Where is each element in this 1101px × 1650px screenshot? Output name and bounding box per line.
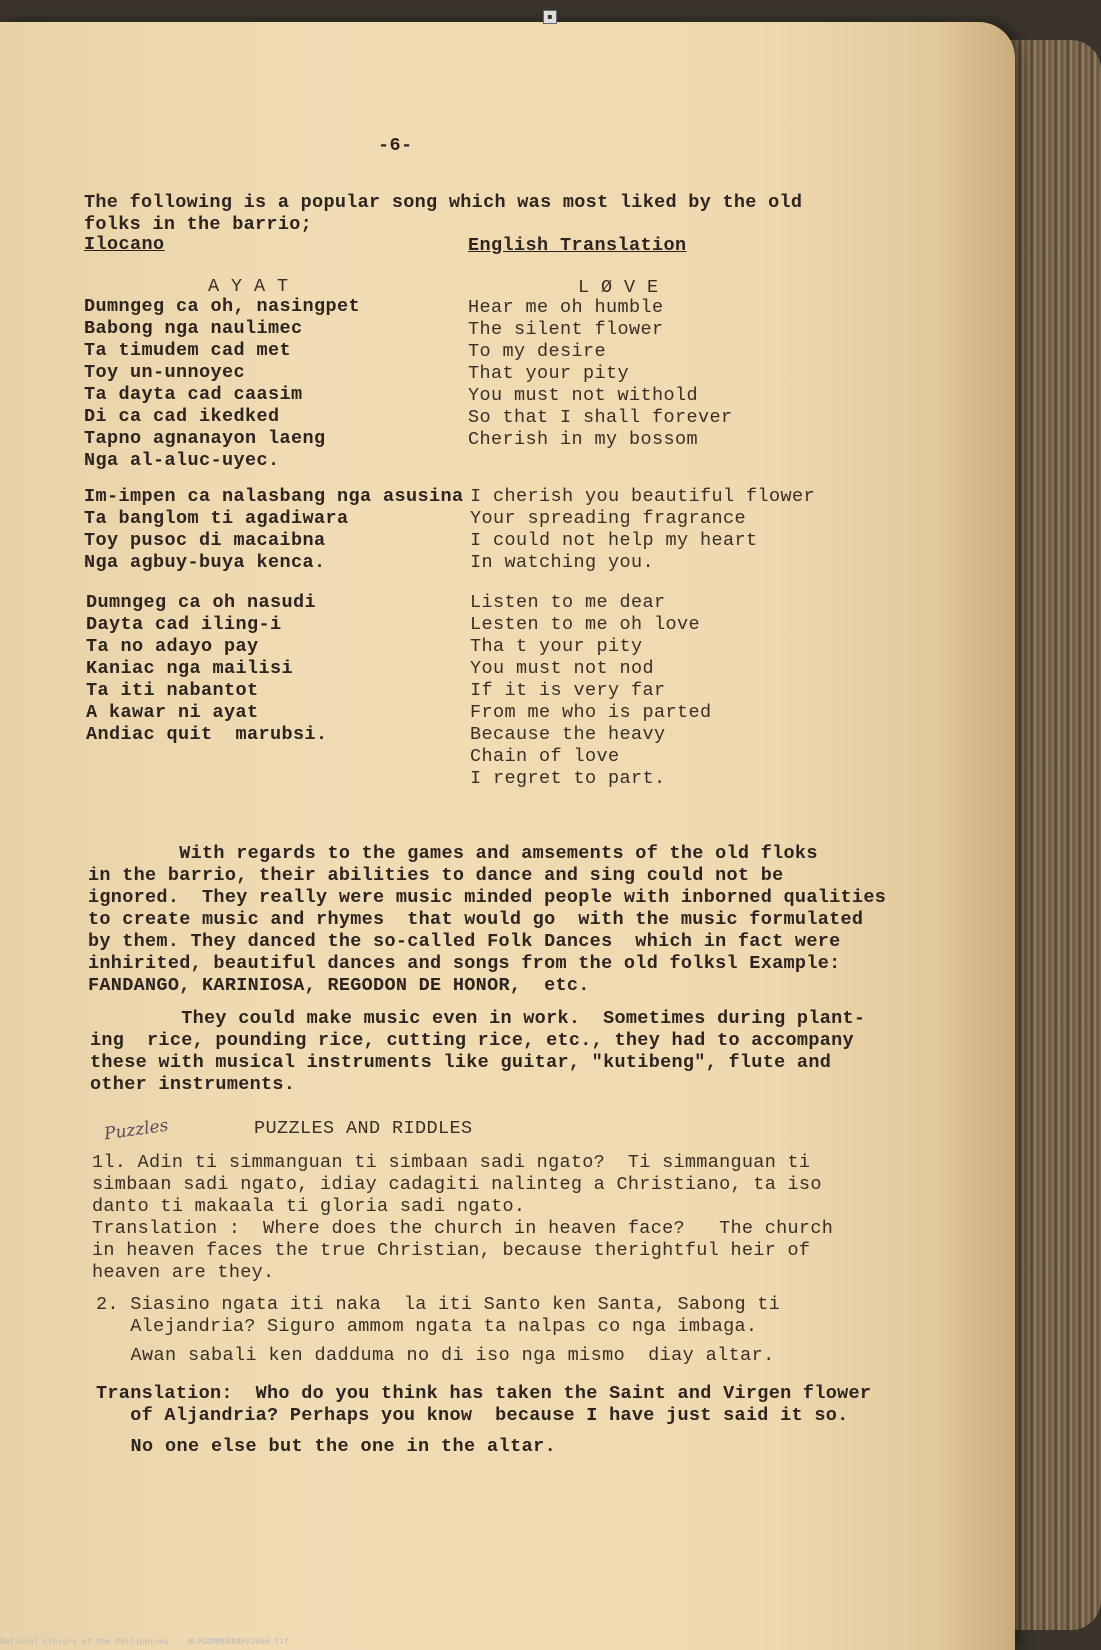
stanza3-ilocano bbox=[86, 592, 328, 746]
verse-line: In watching you. bbox=[470, 552, 655, 573]
paragraph-line: these with musical instruments like guitar, "kutibeng", flute and bbox=[90, 1052, 832, 1073]
verse-line: Tapno agnanayon laeng bbox=[84, 428, 326, 449]
riddle-2-translation-answer: No one else but the one in the altar. bbox=[96, 1436, 557, 1457]
games-paragraph bbox=[88, 843, 886, 997]
paragraph-line: With regards to the games and amsements of the old floks bbox=[88, 843, 818, 864]
verse-line: Your spreading fragrance bbox=[470, 508, 747, 529]
riddle-line: in heaven faces the true Christian, because therightful heir of bbox=[92, 1240, 811, 1261]
verse-line: Ta dayta cad caasim bbox=[84, 384, 303, 405]
verse-line: Because the heavy bbox=[470, 724, 666, 745]
verse-line: Hear me oh humble bbox=[468, 297, 664, 318]
ilocano-header: Ilocano bbox=[84, 234, 165, 255]
verse-line: Dumngeg ca oh nasudi bbox=[86, 592, 317, 613]
verse-line: Dayta cad iling-i bbox=[86, 614, 282, 635]
paragraph-line: ing rice, pounding rice, cutting rice, etc., they had to accompany bbox=[90, 1030, 854, 1051]
riddle-2-translation bbox=[96, 1383, 871, 1427]
intro-line: folks in the barrio; bbox=[84, 214, 313, 235]
song-title-ilocano: A Y A T bbox=[208, 276, 289, 297]
verse-line: So that I shall forever bbox=[468, 407, 733, 428]
stanza2-english bbox=[470, 486, 815, 574]
paragraph-line: FANDANGO, KARINIOSA, REGODON DE HONOR, etc. bbox=[88, 975, 590, 996]
verse-line: Nga al-aluc-uyec. bbox=[84, 450, 280, 471]
handwritten-note: Puzzles bbox=[102, 1115, 170, 1145]
verse-line: Di ca cad ikedked bbox=[84, 406, 280, 427]
page-number: -6- bbox=[378, 135, 413, 156]
work-music-paragraph bbox=[90, 1008, 865, 1096]
verse-line: I regret to part. bbox=[470, 768, 666, 789]
verse-line: Lesten to me oh love bbox=[470, 614, 701, 635]
verse-line: Babong nga naulimec bbox=[84, 318, 303, 339]
viewer-marker-icon: ▪ bbox=[543, 10, 557, 24]
paragraph-line: other instruments. bbox=[90, 1074, 296, 1095]
verse-line: A kawar ni ayat bbox=[86, 702, 259, 723]
riddle-line: 2. Siasino ngata iti naka la iti Santo ken Santa, Sabong ti bbox=[96, 1294, 781, 1315]
paragraph-line: by them. They danced the so-called Folk Dances which in fact were bbox=[88, 931, 841, 952]
song-title-english: L Ø V E bbox=[578, 277, 659, 298]
paragraph-line: in the barrio, their abilities to dance and sing could not be bbox=[88, 865, 784, 886]
verse-line: I cherish you beautiful flower bbox=[470, 486, 816, 507]
riddle-line: Translation : Where does the church in heaven face? The church bbox=[92, 1218, 834, 1239]
verse-line: The silent flower bbox=[468, 319, 664, 340]
verse-line: You must not nod bbox=[470, 658, 655, 679]
verse-line: Dumngeg ca oh, nasingpet bbox=[84, 296, 361, 317]
stanza2-ilocano bbox=[84, 486, 464, 574]
verse-line: Ta timudem cad met bbox=[84, 340, 292, 361]
riddle-line: simbaan sadi ngato, idiay cadagiti nalinteg a Christiano, ta iso bbox=[92, 1174, 822, 1195]
stanza1-ilocano bbox=[84, 296, 360, 472]
riddle-line: 1l. Adin ti simmanguan ti simbaan sadi ngato? Ti simmanguan ti bbox=[92, 1152, 811, 1173]
verse-line: Tha t your pity bbox=[470, 636, 643, 657]
paragraph-line: inhirited, beautiful dances and songs from the old folksl Example: bbox=[88, 953, 841, 974]
verse-line: That your pity bbox=[468, 363, 630, 384]
stanza1-english bbox=[468, 297, 733, 451]
paragraph-line: They could make music even in work. Sometimes during plant- bbox=[90, 1008, 866, 1029]
verse-line: Toy un-unnoyec bbox=[84, 362, 246, 383]
verse-line: Im-impen ca nalasbang nga asusina bbox=[84, 486, 464, 507]
riddle-2 bbox=[96, 1294, 780, 1338]
verse-line: To my desire bbox=[468, 341, 607, 362]
verse-line: Andiac quit marubsi. bbox=[86, 724, 328, 745]
verse-line: If it is very far bbox=[470, 680, 666, 701]
section-title: PUZZLES AND RIDDLES bbox=[254, 1118, 473, 1139]
intro-paragraph bbox=[84, 192, 802, 236]
verse-line: Nga agbuy-buya kenca. bbox=[84, 552, 326, 573]
paragraph-line: to create music and rhymes that would go with the music formulated bbox=[88, 909, 864, 930]
paragraph-line: ignored. They really were music minded people with inborned qualities bbox=[88, 887, 887, 908]
verse-line: Kaniac nga mailisi bbox=[86, 658, 294, 679]
stanza3-english bbox=[470, 592, 712, 790]
verse-line: Cherish in my bossom bbox=[468, 429, 699, 450]
verse-line: I could not help my heart bbox=[470, 530, 758, 551]
english-header: English Translation bbox=[468, 235, 687, 256]
riddle-line: danto ti makaala ti gloria sadi ngato. bbox=[92, 1196, 526, 1217]
riddle-2-answer: Awan sabali ken dadduma no di iso nga mismo diay altar. bbox=[96, 1345, 775, 1366]
verse-line: Chain of love bbox=[470, 746, 620, 767]
verse-line: Ta iti nabantot bbox=[86, 680, 259, 701]
riddle-line: of Aljandria? Perhaps you know because I have just said it so. bbox=[96, 1405, 849, 1426]
archive-footer: National Library of the Philippines HLPGOMMERBAF02066.tif bbox=[0, 1637, 289, 1646]
riddle-1 bbox=[92, 1152, 833, 1284]
verse-line: Ta no adayo pay bbox=[86, 636, 259, 657]
riddle-line: Translation: Who do you think has taken the Saint and Virgen flower bbox=[96, 1383, 872, 1404]
riddle-line: Alejandria? Siguro ammom ngata ta nalpas co nga imbaga. bbox=[96, 1316, 758, 1337]
verse-line: From me who is parted bbox=[470, 702, 712, 723]
verse-line: Listen to me dear bbox=[470, 592, 666, 613]
riddle-line: heaven are they. bbox=[92, 1262, 275, 1283]
intro-line: The following is a popular song which was most liked by the old bbox=[84, 192, 803, 213]
verse-line: Ta banglom ti agadiwara bbox=[84, 508, 349, 529]
verse-line: You must not withold bbox=[468, 385, 699, 406]
verse-line: Toy pusoc di macaibna bbox=[84, 530, 326, 551]
